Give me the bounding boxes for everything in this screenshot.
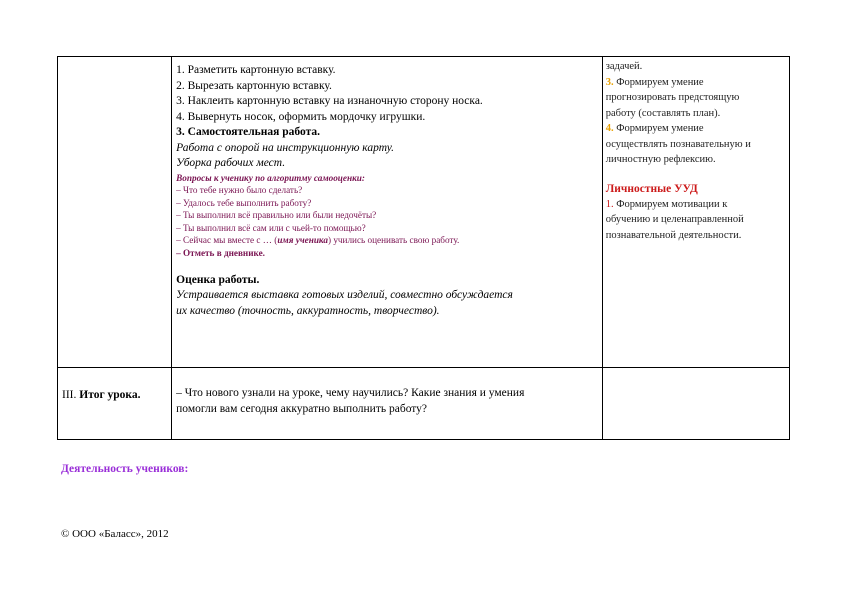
uud-item3-text: Формируем умение — [616, 76, 704, 88]
uud-item3-line1 — [606, 75, 787, 91]
stage-title: Итог урока. — [79, 389, 141, 401]
copyright: © ООО «Баласс», 2012 — [61, 528, 169, 540]
stage-number: III. — [62, 389, 77, 401]
step-2: 2. Вырезать картонную вставку. — [176, 79, 332, 92]
step-4: 4. Вывернуть носок, оформить мордочку игрушки. — [176, 110, 426, 123]
personal-text: Формируем мотивации к — [616, 198, 728, 210]
question-2: – Удалось тебе выполнить работу? — [176, 197, 312, 208]
evaluation-line-1: Устраивается выставка готовых изделий, совместно обсуждается — [176, 289, 513, 302]
uud-item3-line2: прогнозировать предстоящую — [605, 92, 740, 103]
questions-intro: Вопросы к ученику по алгоритму самооценки: — [176, 172, 365, 183]
personal-uud-title: Личностные УУД — [605, 182, 698, 195]
uud-item3-num: 3. — [605, 76, 614, 88]
uud-item4-text: Формируем умение — [616, 123, 704, 134]
section-title: 3. Самостоятельная работа. — [176, 126, 320, 138]
uud-item4-num: 4. — [605, 123, 614, 134]
uud-line-0: задачей. — [605, 61, 643, 72]
step-3: 3. Наклеить картонную вставку на изнаночную сторону носка. — [176, 95, 483, 107]
question-5-name: имя ученика — [277, 235, 328, 246]
question-1: – Что тебе нужно было сделать? — [176, 185, 303, 196]
question-diary: – Отметь в дневнике. — [176, 248, 265, 259]
personal-line1 — [606, 197, 787, 213]
stage-label — [58, 368, 171, 403]
uud-item3-line3: работу (составлять план). — [605, 107, 721, 119]
personal-num: 1. — [605, 198, 614, 210]
uud-item4-line2: осуществлять познавательную и — [605, 138, 751, 150]
summary-empty-cell — [602, 368, 789, 440]
stage-cell — [58, 368, 172, 440]
cleanup-note: Уборка рабочих мест. — [176, 157, 286, 169]
evaluation-line-2: их качество (точность, аккуратность, творчество). — [176, 304, 440, 317]
table-row — [58, 368, 790, 440]
question-3: – Ты выполнил всё правильно или были недочёты? — [176, 210, 377, 221]
summary-line-1: – Что нового узнали на уроке, чему научились? Какие знания и умения — [176, 387, 525, 399]
step-1: 1. Разметить картонную вставку. — [176, 64, 336, 76]
uud-item4-line3: личностную рефлексию. — [605, 154, 716, 165]
students-activity-title: Деятельность учеников: — [61, 463, 189, 475]
uud-cell — [602, 57, 789, 368]
question-5-end: ) учились оценивать свою работу. — [327, 235, 460, 246]
work-note: Работа с опорой на инструкционную карту. — [176, 141, 395, 154]
evaluation-title: Оценка работы. — [176, 273, 260, 286]
table-row — [58, 57, 790, 368]
stage-cell-empty — [58, 57, 172, 368]
question-5 — [176, 234, 599, 247]
teacher-activity-cell — [172, 57, 603, 368]
uud-item4-line1 — [606, 121, 787, 137]
summary-question-cell — [172, 368, 603, 440]
question-5-start: – Сейчас мы вместе с … ( — [176, 235, 278, 246]
summary-line-2: помогли вам сегодня аккуратно выполнить работу? — [176, 402, 428, 415]
personal-line3: познавательной деятельности. — [605, 229, 742, 241]
lesson-table — [57, 56, 790, 440]
question-4: – Ты выполнил всё сам или с чьей-то помощью? — [176, 222, 366, 233]
personal-line2: обучению и целенаправленной — [605, 214, 744, 225]
